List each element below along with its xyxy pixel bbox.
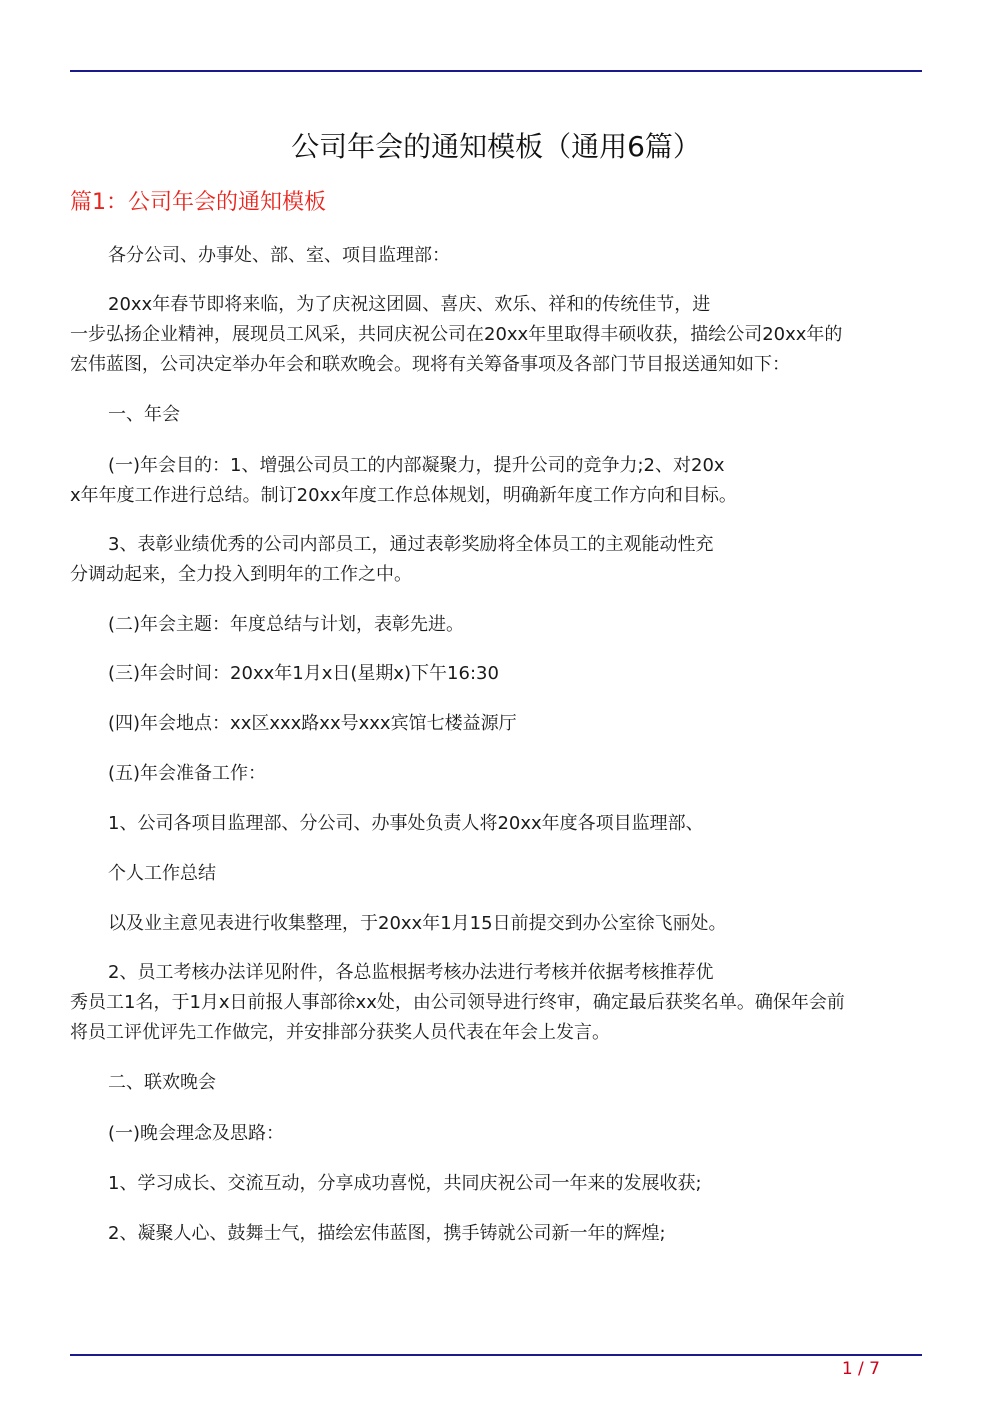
paragraph-gala-point-1 (70, 1169, 930, 1199)
text-line: 二、联欢晚会 (108, 1072, 216, 1093)
text-line: 2、凝聚人心、鼓舞士气，描绘宏伟蓝图，携手铸就公司新一年的辉煌; (108, 1223, 666, 1244)
paragraph-intro (70, 290, 930, 380)
text-line: 20xx年春节即将来临，为了庆祝这团圆、喜庆、欢乐、祥和的传统佳节，进 (108, 294, 711, 315)
paragraph-preparation-heading (70, 759, 930, 789)
text-line: 3、表彰业绩优秀的公司内部员工，通过表彰奖励将全体员工的主观能动性充 (108, 534, 714, 555)
paragraph-heading-annual-meeting (70, 400, 930, 430)
paragraph-meeting-theme (70, 610, 930, 640)
text-line: 分调动起来，全力投入到明年的工作之中。 (70, 564, 412, 585)
paragraph-gala-point-2 (70, 1219, 930, 1249)
paragraph-heading-gala (70, 1068, 930, 1098)
text-line: x年年度工作进行总结。制订20xx年度工作总体规划，明确新年度工作方向和目标。 (70, 485, 737, 506)
text-line: 1、公司各项目监理部、分公司、办事处负责人将20xx年度各项目监理部、 (108, 813, 704, 834)
paragraph-personal-summary (70, 859, 930, 889)
paragraph-recipients (70, 241, 930, 271)
text-line: (一)晚会理念及思路： (108, 1123, 285, 1144)
paragraph-owner-feedback (70, 909, 930, 939)
text-line: (一)年会目的：1、增强公司员工的内部凝聚力，提升公司的竞争力;2、对20x (108, 455, 725, 476)
document-title: 公司年会的通知模板（通用6篇） (291, 130, 701, 163)
text-line: 将员工评优评先工作做完，并安排部分获奖人员代表在年会上发言。 (70, 1022, 610, 1043)
paragraph-recognition (70, 530, 930, 590)
paragraph-meeting-purpose (70, 451, 930, 511)
paragraph-employee-evaluation (70, 958, 930, 1048)
paragraph-preparation-item-1 (70, 809, 930, 839)
text-line: 一、年会 (108, 404, 180, 425)
text-line: 以及业主意见表进行收集整理，于20xx年1月15日前提交到办公室徐飞丽处。 (108, 913, 727, 934)
text-line: 1、学习成长、交流互动，分享成功喜悦，共同庆祝公司一年来的发展收获; (108, 1173, 702, 1194)
text-line: 各分公司、办事处、部、室、项目监理部： (108, 245, 450, 266)
text-line: 2、员工考核办法详见附件，各总监根据考核办法进行考核并依据考核推荐优 (108, 962, 714, 983)
text-line: (二)年会主题：年度总结与计划，表彰先进。 (108, 614, 465, 635)
page-indicator: 1 / 7 (841, 1359, 880, 1379)
paragraph-meeting-venue (70, 709, 930, 739)
section-heading: 篇1：公司年会的通知模板 (70, 190, 326, 215)
text-line: 秀员工1名，于1月x日前报人事部徐xx处，由公司领导进行终审，确定最后获奖名单。确保年会前 (70, 992, 845, 1013)
text-line: 宏伟蓝图，公司决定举办年会和联欢晚会。现将有关筹备事项及各部门节目报送通知如下： (70, 354, 790, 375)
text-line: 一步弘扬企业精神，展现员工风采，共同庆祝公司在20xx年里取得丰硕收获，描绘公司20xx年的 (70, 324, 843, 345)
text-line: (五)年会准备工作： (108, 763, 267, 784)
text-line: (三)年会时间：20xx年1月x日(星期x)下午16:30 (108, 663, 499, 684)
paragraph-meeting-time (70, 659, 930, 689)
paragraph-gala-concept (70, 1119, 930, 1149)
text-line: 个人工作总结 (108, 863, 216, 884)
text-line: (四)年会地点：xx区xxx路xx号xxx宾馆七楼益源厅 (108, 713, 517, 734)
header-rule (70, 70, 922, 72)
footer-rule (70, 1354, 922, 1356)
